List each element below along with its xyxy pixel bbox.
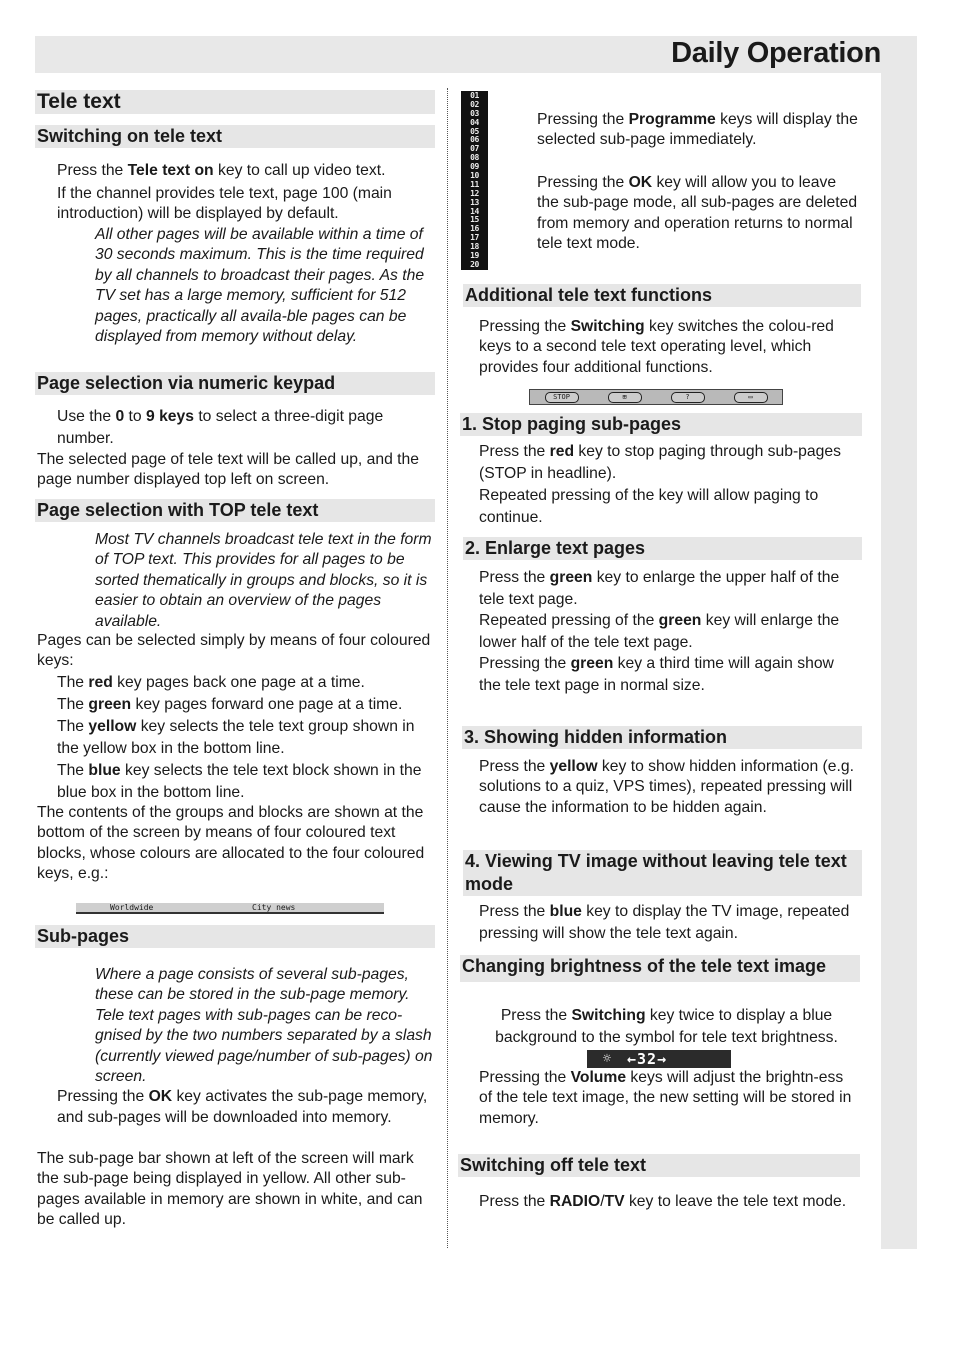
hidden-info-text: Press the yellow key to show hidden information (e.g. solutions to a quiz, VPS times), repeated pressing will cause the information to be hidden again. <box>479 758 854 816</box>
function-keys-image <box>529 389 783 405</box>
heading-brightness: Changing brightness of the tele text image <box>460 955 860 982</box>
sub-page-number: 08 <box>470 153 479 163</box>
column-divider <box>447 88 448 1248</box>
brightness-symbol-image <box>587 1050 731 1068</box>
sub-page-number: 02 <box>470 99 479 109</box>
heading-switching-on: Switching on tele text <box>35 125 435 148</box>
sub-page-number: 07 <box>470 144 479 154</box>
sub-page-number: 10 <box>470 171 479 181</box>
page-title: Daily Operation <box>671 37 881 69</box>
switching-on-p2: If the channel provides tele text, page 100 (main introduction) will be displayed by default. <box>57 185 392 223</box>
sub-page-number: 18 <box>470 242 479 252</box>
sub-page-number: 05 <box>470 126 479 136</box>
switching-on-p1: Press the Tele text on key to call up video text. <box>57 162 386 179</box>
sub-page-number: 17 <box>470 233 479 243</box>
sub-page-number: 20 <box>470 259 479 269</box>
sub-page-number: 06 <box>470 135 479 145</box>
heading-top-text: Page selection with TOP tele text <box>35 499 435 522</box>
page-header <box>35 36 917 73</box>
heading-numeric-keypad: Page selection via numeric keypad <box>35 372 435 395</box>
heading-additional-functions: Additional tele text functions <box>463 284 861 307</box>
sub-page-number: 11 <box>470 179 479 189</box>
top-bar-label-1: Worldwide <box>110 903 154 912</box>
sub-page-number: 04 <box>470 117 479 127</box>
tv-key-icon: ▭ <box>734 392 768 403</box>
sub-page-number: 13 <box>470 197 479 207</box>
section-title-tele-text: Tele text <box>35 90 435 114</box>
brightness-p1: Press the Switching key twice to display a blue background to the symbol for tele text brightness. <box>495 1007 838 1046</box>
heading-switching-off: Switching off tele text <box>458 1154 860 1177</box>
top-text-bar-image <box>76 903 384 914</box>
sub-pages-note: Where a page consists of several sub-pages, these can be stored in the sub-page memory. Tele text pages with sub-pages can be reco-gnised by the two numbers separated by a slash (currently viewed page/number of sub-pages) on screen. <box>95 966 433 1086</box>
right-margin-strip <box>881 73 917 1249</box>
sub-page-number: 19 <box>470 251 479 261</box>
brightness-value: ←32→ <box>627 1050 668 1068</box>
yellow-key-line: The yellow key selects the tele text group shown in the yellow box in the bottom line. <box>57 718 415 757</box>
top-text-p2: The contents of the groups and blocks are shown at the bottom of the screen by means of four coloured text blocks, whose colours are allocated to the four coloured keys, e.g.: <box>37 804 425 883</box>
reveal-key-icon: ? <box>671 392 705 403</box>
numeric-keypad-p2: The selected page of tele text will be called up, and the page number displayed top left on screen. <box>37 451 419 489</box>
heading-tv-image: 4. Viewing TV image without leaving tele text mode <box>463 850 862 896</box>
tv-image-text: Press the blue key to display the TV image, repeated pressing will show the tele text again. <box>479 903 850 942</box>
top-text-note: Most TV channels broadcast tele text in the form of TOP text. This provides for all pages to be sorted thematically in groups and blocks, so it is easier to obtain an overview of the pages available. <box>95 531 432 630</box>
numeric-keypad-p1: Use the 0 to 9 keys to select a three-digit page number. <box>57 408 384 447</box>
brightness-p2: Pressing the Volume keys will adjust the brightn-ess of the tele text image, the new setting will be stored in memory. <box>479 1069 852 1127</box>
stop-key-icon: STOP <box>545 392 579 403</box>
programme-keys-p1: Pressing the Programme keys will display the selected sub-page immediately. <box>537 111 858 149</box>
switching-on-note: All other pages will be available within a time of 30 seconds maximum. This is the time required by all channels to broadcast their pages. As the TV set has a large memory, sufficient for 512 pages, practically all availa-ble pages can be displayed from memory without delay. <box>95 226 425 346</box>
sub-pages-p1: Pressing the OK key activates the sub-page memory, and sub-pages will be downloaded into memory. <box>57 1088 428 1126</box>
sub-page-number: 03 <box>470 108 479 118</box>
top-text-keys <box>57 672 437 804</box>
sub-pages-p2: The sub-page bar shown at left of the screen will mark the sub-page being displayed in yellow. All other sub-pages available in memory are shown in white, and can be called up. <box>37 1150 423 1229</box>
switching-off-text: Press the RADIO/TV key to leave the tele text mode. <box>479 1193 847 1210</box>
heading-stop-paging: 1. Stop paging sub-pages <box>460 413 862 436</box>
sub-page-number: 01 <box>470 91 479 100</box>
heading-hidden-info: 3. Showing hidden information <box>462 726 862 749</box>
brightness-sun-icon: ☼ <box>602 1051 612 1067</box>
additional-functions-p1: Pressing the Switching key switches the colou-red keys to a second tele text operating level, which provides four additional functions. <box>479 318 834 376</box>
sub-page-number: 15 <box>470 215 479 225</box>
top-bar-label-2: City news <box>252 903 296 912</box>
ok-key-p2: Pressing the OK key will allow you to leave the sub-page mode, all sub-pages are deleted from memory and operation returns to normal tele text mode. <box>537 174 858 253</box>
heading-sub-pages: Sub-pages <box>35 925 435 948</box>
sub-page-bar-image <box>461 91 488 270</box>
red-key-line: The red key pages back one page at a time. <box>57 674 365 691</box>
stop-paging-text: Press the red key to stop paging through sub-pages (STOP in headline). Repeated pressing of the key will allow paging to continue. <box>479 443 841 526</box>
blue-key-line: The blue key selects the tele text block shown in the blue box in the bottom line. <box>57 762 422 801</box>
enlarge-text: Press the green key to enlarge the upper half of the tele text page. Repeated pressing of the green key will enlarge the lower half of the tele text page. Pressing the green key a third time will again show the tele text page in normal size. <box>479 569 840 694</box>
sub-page-number: 12 <box>470 188 479 198</box>
sub-page-number: 16 <box>470 224 479 234</box>
green-key-line: The green key pages forward one page at a time. <box>57 696 403 713</box>
top-text-p1: Pages can be selected simply by means of four coloured keys: <box>37 632 431 670</box>
sub-page-number: 09 <box>470 162 479 172</box>
sub-page-number: 14 <box>470 206 479 216</box>
enlarge-key-icon: ⊞ <box>608 392 642 403</box>
heading-enlarge: 2. Enlarge text pages <box>463 537 862 560</box>
